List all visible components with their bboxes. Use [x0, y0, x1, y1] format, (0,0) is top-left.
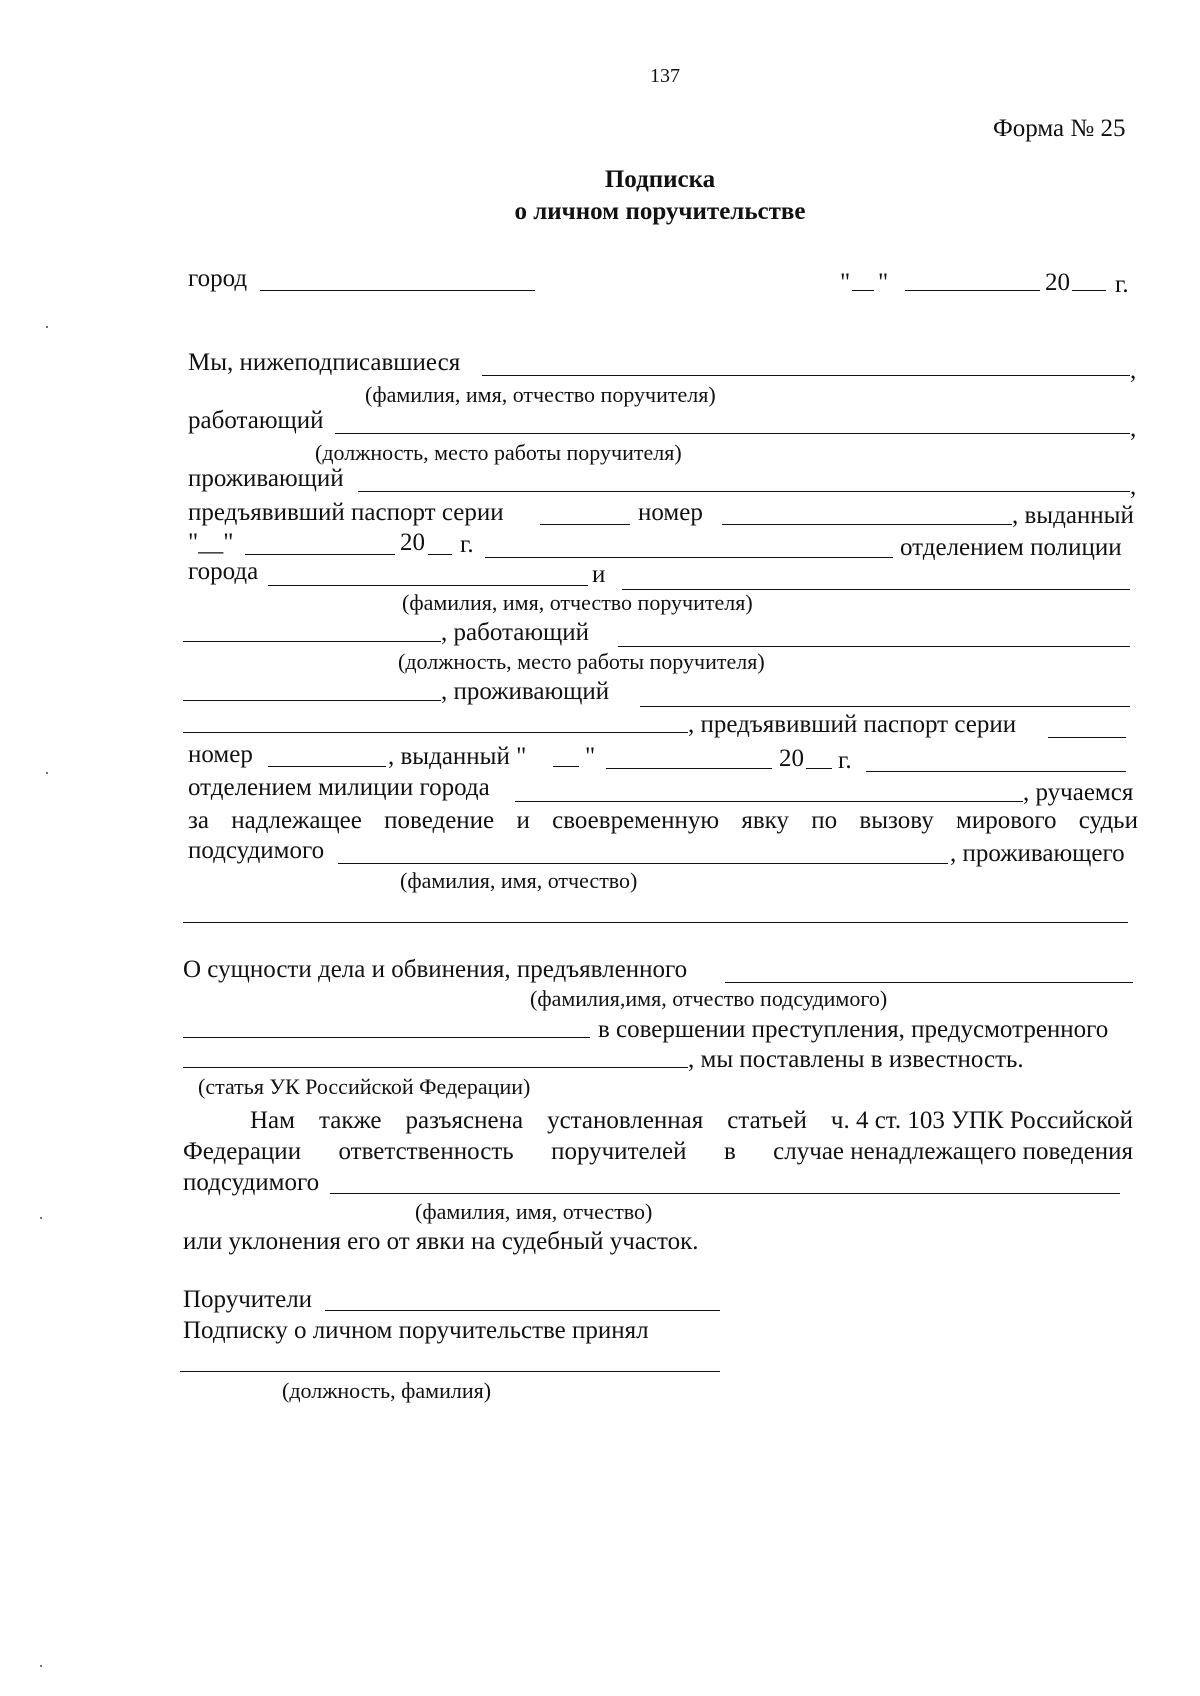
- issue2-year-line[interactable]: [806, 768, 832, 769]
- statement-word: мирового: [956, 807, 1057, 834]
- case-essence-label: О сущности дела и обвинения, предъявленного: [183, 956, 688, 983]
- defendant-name-line[interactable]: [338, 863, 948, 864]
- defendant-label: подсудимого: [188, 837, 325, 864]
- statement-word: по: [811, 807, 838, 834]
- city-of-label: города: [188, 558, 259, 585]
- guarantor1-job-line[interactable]: [335, 433, 1130, 434]
- city-field-line[interactable]: [260, 290, 535, 291]
- month-field-line[interactable]: [905, 290, 1040, 291]
- issue2-year-prefix: 20: [779, 745, 804, 772]
- paragraph-word: также: [319, 1107, 382, 1134]
- year-field-line[interactable]: [1072, 290, 1106, 291]
- paragraph-word: в: [723, 1138, 736, 1165]
- crime-label: в совершении преступления, предусмотренного: [598, 1016, 1109, 1043]
- scan-speck: [46, 772, 48, 774]
- residing-label: проживающий: [188, 465, 344, 492]
- caption-position-name: (должность, фамилия): [282, 1378, 492, 1403]
- scan-speck: [46, 326, 48, 328]
- issue2-extra-line[interactable]: [866, 771, 1126, 772]
- statement-word: за: [188, 807, 209, 834]
- paragraph-word: Федерации: [183, 1138, 302, 1165]
- comma: ,: [1130, 357, 1137, 384]
- guarantors-label: Поручители: [183, 1286, 313, 1313]
- caption-guarantor-job: (должность, место работы поручителя): [315, 440, 682, 465]
- paragraph-word: поручителей: [551, 1138, 687, 1165]
- issue-month-line[interactable]: [245, 554, 395, 555]
- paragraph-word: Нам: [250, 1107, 295, 1134]
- defendant3-name-line[interactable]: [330, 1193, 1120, 1194]
- police-city-line[interactable]: [268, 585, 588, 586]
- issued2-label: , выданный ": [388, 743, 527, 770]
- issue-year-line[interactable]: [428, 554, 452, 555]
- statement-word: своевременную: [552, 807, 720, 834]
- working-label: работающий: [188, 407, 324, 434]
- passport2-number-label: номер: [188, 741, 253, 768]
- comma: ,: [1130, 473, 1137, 500]
- guarantor2-name-cont-line[interactable]: [183, 641, 441, 642]
- date-quote-close: ": [878, 269, 889, 296]
- caption-fio: (фамилия, имя, отчество): [400, 868, 638, 893]
- militia-city-line[interactable]: [515, 801, 1023, 802]
- evasion-text: или уклонения его от явки на судебный участок.: [183, 1228, 699, 1255]
- residing2-label: , проживающий: [441, 678, 610, 705]
- defendant-address-line[interactable]: [183, 922, 1128, 923]
- guarantor2-job-line[interactable]: [618, 646, 1130, 647]
- caption-fio2: (фамилия, имя, отчество): [415, 1199, 653, 1224]
- informed-label: , мы поставлены в известность.: [688, 1046, 1024, 1073]
- comma: ,: [1130, 415, 1137, 442]
- city-label: город: [188, 265, 248, 292]
- document-title: Подписка: [604, 166, 716, 193]
- article-line[interactable]: [183, 1067, 688, 1068]
- liability-paragraph-line2: [183, 1139, 1133, 1164]
- guarantor1-address-line[interactable]: [358, 491, 1130, 492]
- paragraph-word: ответственность: [338, 1138, 514, 1165]
- issued2-quote-close: ": [585, 743, 596, 770]
- caption-article: (статья УК Российской Федерации): [198, 1074, 531, 1099]
- form-number-label: Форма № 25: [993, 115, 1126, 142]
- scan-speck: [40, 1217, 42, 1219]
- passport2-series-label: , предъявивший паспорт серии: [688, 711, 1017, 738]
- guarantors-signature-line[interactable]: [325, 1310, 720, 1311]
- we-vouch-label: , ручаемся: [1023, 779, 1134, 806]
- accepted-by-signature-line[interactable]: [180, 1371, 720, 1372]
- year-suffix: г.: [1115, 271, 1129, 298]
- paragraph-word: случае ненадлежащего поведения: [773, 1138, 1133, 1165]
- passport-number-label: номер: [638, 499, 703, 526]
- police-dept-label: отделением полиции: [900, 534, 1122, 561]
- we-undersigned-label: Мы, нижеподписавшиеся: [188, 349, 461, 376]
- working2-label: , работающий: [441, 619, 589, 646]
- caption-guarantor2-name: (фамилия, имя, отчество поручителя): [402, 590, 753, 615]
- year-prefix: 20: [1045, 269, 1070, 296]
- statement-word: явку: [741, 807, 789, 834]
- guarantor1-name-line[interactable]: [482, 375, 1130, 376]
- date-quote-open: ": [840, 269, 851, 296]
- militia-dept-label: отделением милиции города: [188, 774, 490, 801]
- behavior-statement: [188, 808, 1138, 833]
- statement-word: судьи: [1078, 807, 1138, 834]
- passport-number-line[interactable]: [722, 524, 1012, 525]
- guarantor2-address-cont-line[interactable]: [183, 732, 688, 733]
- page-number: 137: [650, 65, 680, 87]
- passport-series-line[interactable]: [540, 524, 630, 525]
- issue-year-suffix: г.: [460, 531, 474, 558]
- paragraph-word: ч. 4 ст. 103 УПК Российской: [830, 1107, 1133, 1134]
- passport2-number-line[interactable]: [268, 766, 386, 767]
- caption-guarantor2-job: (должность, место работы поручителя): [398, 649, 765, 674]
- guarantor2-address-line[interactable]: [640, 706, 1130, 707]
- day-field-line[interactable]: [852, 290, 874, 291]
- residing3-label: , проживающего: [950, 840, 1125, 867]
- issue2-month-line[interactable]: [606, 768, 772, 769]
- statement-word: вызову: [859, 807, 934, 834]
- defendant3-label: подсудимого: [183, 1169, 320, 1196]
- paragraph-word: статьей: [727, 1107, 807, 1134]
- caption-guarantor-name: (фамилия, имя, отчество поручителя): [365, 382, 716, 407]
- defendant2-name-cont-line[interactable]: [183, 1037, 590, 1038]
- statement-word: и: [516, 807, 530, 834]
- and-label: и: [592, 561, 606, 588]
- statement-word: поведение: [384, 807, 495, 834]
- document-subtitle: о личном поручительстве: [514, 198, 806, 225]
- issue-extra-line[interactable]: [485, 557, 893, 558]
- issue-year-prefix: 20: [400, 529, 425, 556]
- passport2-series-line[interactable]: [1048, 737, 1126, 738]
- passport-series-label: предъявивший паспорт серии: [188, 499, 504, 526]
- guarantor2-job-cont-line[interactable]: [183, 700, 441, 701]
- scan-speck: [40, 1665, 42, 1667]
- issue-date-quotes: "__": [188, 529, 234, 556]
- caption-defendant-name: (фамилия,имя, отчество подсудимого): [530, 986, 888, 1011]
- liability-paragraph-line1: [250, 1108, 1133, 1133]
- issue2-year-suffix: г.: [838, 747, 852, 774]
- statement-word: надлежащее: [231, 807, 362, 834]
- defendant2-name-line[interactable]: [725, 982, 1133, 983]
- issued-label: , выданный: [1012, 502, 1134, 529]
- accepted-by-label: Подписку о личном поручительстве принял: [183, 1317, 649, 1344]
- paragraph-word: разъяснена: [405, 1107, 524, 1134]
- issue2-day-line[interactable]: [553, 766, 579, 767]
- paragraph-word: установленная: [547, 1107, 704, 1134]
